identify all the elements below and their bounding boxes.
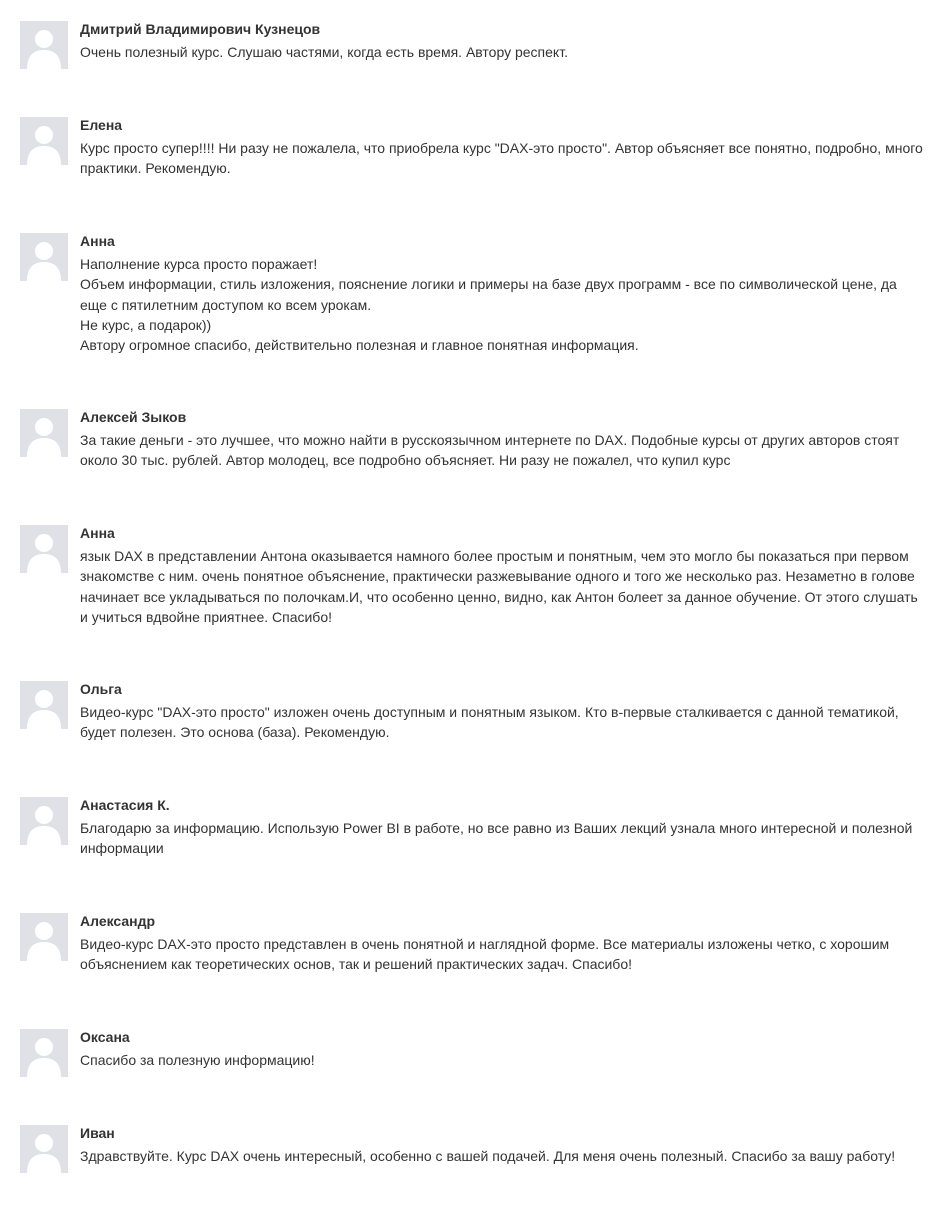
review-content	[80, 116, 929, 179]
review-text-line: начинает все укладываться по полочкам.И, что особенно ценно, видно, как Антон болеет за данное обучение. От этого слушать	[80, 588, 918, 605]
review-text-line: Не курс, а подарок))	[80, 316, 212, 333]
review-text-line: Здравствуйте. Курс DAX очень интересный, особенно с вашей подачей. Для меня очень полезный. Спасибо за вашу работу!	[80, 1148, 896, 1164]
review-text-line: около 30 тыс. рублей. Автор молодец, все подробно объясняет. Ни разу не пожалел, что купил курс	[80, 452, 731, 469]
review-author: Анна	[80, 525, 115, 541]
review-author: Анастасия К.	[80, 797, 170, 813]
review-text-line: знакомстве с ним. очень понятное объяснение, практически разжевывание одного и того же несколько раз. Незаметно в голове	[80, 568, 915, 585]
review-content	[80, 912, 929, 975]
avatar-icon	[20, 525, 68, 573]
review-text-line: и учиться вдвойне приятнее. Спасибо!	[80, 608, 332, 625]
review-text-line: Объем информации, стиль изложения, пояснение логики и примеры на базе двух программ - все по символической цене, да	[80, 276, 897, 293]
review-content	[80, 1028, 929, 1070]
review-author: Алексей Зыков	[80, 409, 187, 425]
review-text-line: Очень полезный курс. Слушаю частями, когда есть время. Автору респект.	[80, 44, 568, 60]
review-item	[20, 116, 929, 179]
review-text-line: Видео-курс "DAX-это просто" изложен очень доступным и понятным языком. Кто в-первые сталкивается с данной тематикой,	[80, 704, 899, 720]
review-item	[20, 912, 929, 975]
review-text-line: Наполнение курса просто поражает!	[80, 256, 318, 272]
review-author: Оксана	[80, 1029, 130, 1045]
review-item	[20, 408, 929, 471]
review-text-line: информации	[80, 840, 164, 857]
avatar-icon	[20, 1125, 68, 1173]
review-text-line: Видео-курс DAX-это просто представлен в очень понятной и наглядной форме. Все материалы изложены четко, с хорошим	[80, 936, 890, 952]
review-content	[80, 20, 929, 62]
review-author: Дмитрий Владимирович Кузнецов	[80, 21, 321, 37]
review-item	[20, 232, 929, 355]
review-content	[80, 524, 929, 627]
review-content	[80, 232, 929, 355]
avatar-icon	[20, 681, 68, 729]
review-author: Ольга	[80, 681, 122, 697]
review-text-line: Автору огромное спасибо, действительно полезная и главное понятная информация.	[80, 337, 639, 354]
review-text-line: Благодарю за информацию. Использую Power BI в работе, но все равно из Ваших лекций узнала много интересной и полезной	[80, 820, 913, 836]
avatar-icon	[20, 1029, 68, 1077]
review-text-line: Спасибо за полезную информацию!	[80, 1052, 315, 1068]
review-author: Иван	[80, 1125, 115, 1141]
review-item	[20, 796, 929, 859]
review-item	[20, 20, 929, 62]
review-text-line: практики. Рекомендую.	[80, 160, 231, 177]
avatar-icon	[20, 913, 68, 961]
review-text-line: За такие деньги - это лучшее, что можно найти в русскоязычном интернете по DAX. Подобные курсы от других авторов стоят	[80, 432, 900, 448]
review-content	[80, 680, 929, 743]
avatar-icon	[20, 797, 68, 845]
review-item	[20, 524, 929, 627]
review-item	[20, 680, 929, 743]
review-author: Елена	[80, 117, 123, 133]
review-text-line: объяснением как теоретических основ, так и решений практических задач. Спасибо!	[80, 956, 632, 973]
review-text-line: Курс просто супер!!!! Ни разу не пожалела, что приобрела курс "DAX-это просто". Автор объясняет все понятно, подробно, много	[80, 140, 923, 156]
review-text-line: еще с пятилетним доступом ко всем урокам.	[80, 296, 372, 313]
review-author: Анна	[80, 233, 115, 249]
avatar-icon	[20, 233, 68, 281]
review-text-line: будет полезен. Это основа (база). Рекомендую.	[80, 724, 390, 741]
avatar-icon	[20, 409, 68, 457]
review-item	[20, 1124, 929, 1166]
review-text-line: язык DAX в представлении Антона оказывается намного более простым и понятным, чем это могло бы показаться при первом	[80, 548, 909, 564]
avatar-icon	[20, 21, 68, 69]
review-content	[80, 1124, 929, 1166]
review-content	[80, 408, 929, 471]
review-item	[20, 1028, 929, 1070]
review-author: Александр	[80, 913, 156, 929]
avatar-icon	[20, 117, 68, 165]
review-content	[80, 796, 929, 859]
